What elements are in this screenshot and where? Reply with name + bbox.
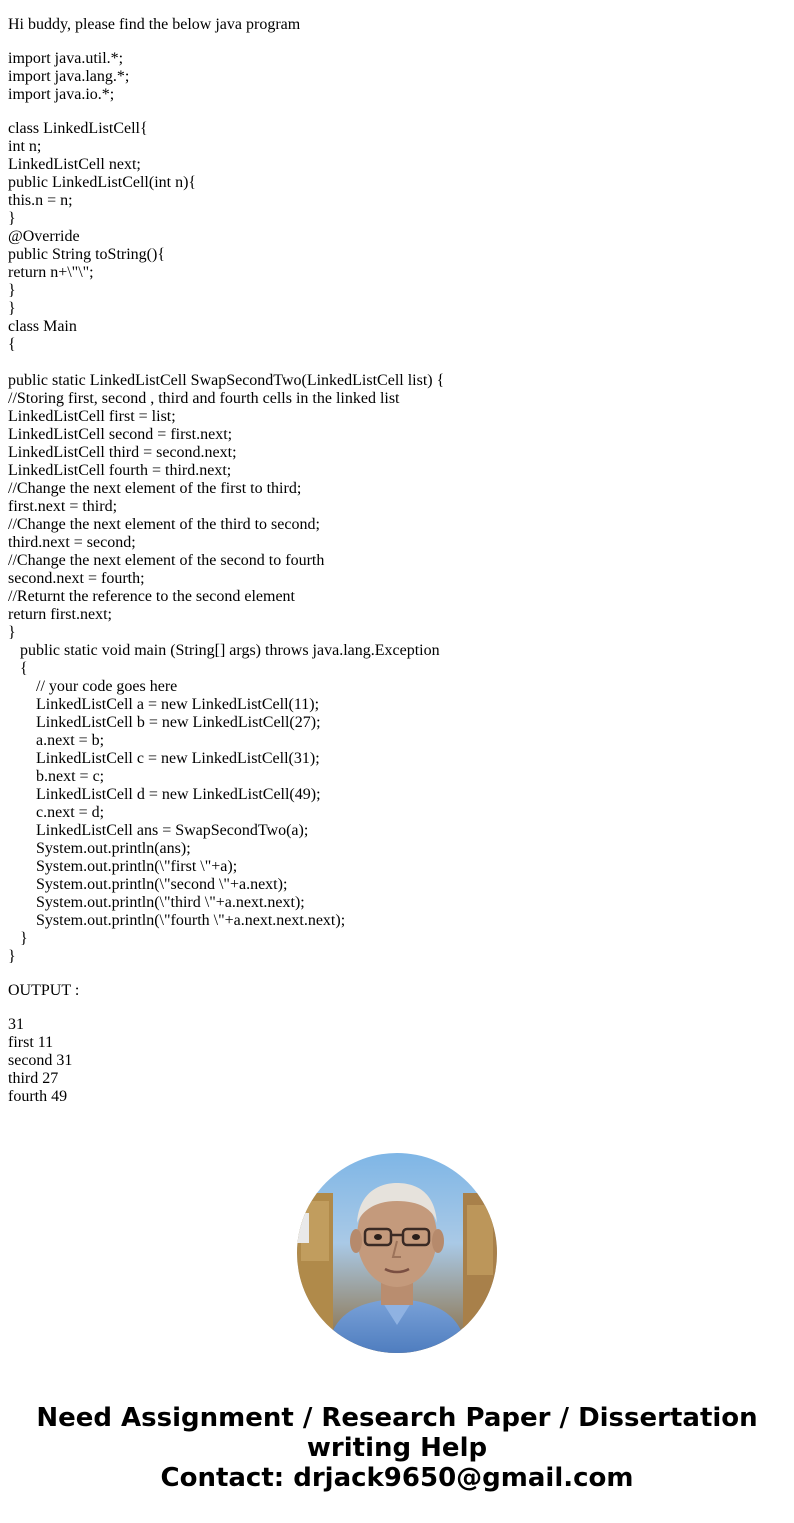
paragraph-gap (8, 34, 788, 50)
code-line: class LinkedListCell{ (8, 120, 148, 137)
author-avatar (297, 1153, 497, 1353)
output-block (8, 1016, 788, 1106)
code-line: } (8, 930, 28, 947)
output-line: third 27 (8, 1070, 59, 1087)
code-line: @Override (8, 228, 80, 245)
code-line: System.out.println(ans); (8, 840, 191, 857)
code-line: LinkedListCell b = new LinkedListCell(27); (8, 714, 321, 731)
code-line: LinkedListCell c = new LinkedListCell(31); (8, 750, 320, 767)
code-line: import java.lang.*; (8, 68, 130, 85)
code-line: return n+\"\"; (8, 264, 94, 281)
banner-line: Need Assignment / Research Paper / Dissertation (36, 1403, 758, 1433)
code-line: int n; (8, 138, 42, 155)
code-line: import java.util.*; (8, 50, 124, 67)
code-line: } (8, 282, 16, 299)
code-block (8, 120, 788, 966)
code-line: LinkedListCell ans = SwapSecondTwo(a); (8, 822, 309, 839)
code-line: return first.next; (8, 606, 112, 623)
banner-line: writing Help (306, 1433, 488, 1463)
code-line: LinkedListCell d = new LinkedListCell(49); (8, 786, 321, 803)
code-line: public LinkedListCell(int n){ (8, 174, 197, 191)
code-line: System.out.println(\"first \"+a); (8, 858, 238, 875)
code-line: LinkedListCell fourth = third.next; (8, 462, 232, 479)
output-heading: OUTPUT : (8, 982, 80, 999)
author-portrait-image (297, 1153, 497, 1353)
intro-text: Hi buddy, please find the below java program (8, 16, 301, 33)
code-line: { (8, 660, 28, 677)
code-line: third.next = second; (8, 534, 136, 551)
code-line: class Main (8, 318, 77, 335)
code-line: } (8, 624, 16, 641)
promo-banner (0, 1403, 794, 1493)
code-line: { (8, 336, 16, 353)
code-line: //Returnt the reference to the second element (8, 588, 295, 605)
code-line: System.out.println(\"third \"+a.next.next); (8, 894, 305, 911)
code-line: second.next = fourth; (8, 570, 145, 587)
paragraph-gap (8, 104, 788, 120)
code-line: // your code goes here (8, 678, 178, 695)
code-line: System.out.println(\"second \"+a.next); (8, 876, 288, 893)
code-line: public String toString(){ (8, 246, 166, 263)
code-line: LinkedListCell third = second.next; (8, 444, 237, 461)
code-line: LinkedListCell a = new LinkedListCell(11); (8, 696, 320, 713)
output-line: 31 (8, 1016, 24, 1033)
code-line: //Storing first, second , third and fourth cells in the linked list (8, 390, 400, 407)
code-line: //Change the next element of the third to second; (8, 516, 320, 533)
answer-content (8, 16, 788, 1106)
paragraph-gap (8, 966, 788, 982)
code-line: //Change the next element of the first to third; (8, 480, 302, 497)
code-line: System.out.println(\"fourth \"+a.next.next.next); (8, 912, 346, 929)
banner-contact: Contact: drjack9650@gmail.com (160, 1463, 634, 1493)
code-line: import java.io.*; (8, 86, 115, 103)
import-block (8, 50, 788, 104)
code-line: first.next = third; (8, 498, 118, 515)
code-line: b.next = c; (8, 768, 105, 785)
output-line: first 11 (8, 1034, 54, 1051)
code-line: //Change the next element of the second to fourth (8, 552, 325, 569)
code-line: c.next = d; (8, 804, 105, 821)
code-line: } (8, 948, 16, 965)
code-line: LinkedListCell next; (8, 156, 141, 173)
code-line: public static void main (String[] args) throws java.lang.Exception (8, 642, 440, 659)
output-line: second 31 (8, 1052, 73, 1069)
code-line: } (8, 210, 16, 227)
code-line: LinkedListCell first = list; (8, 408, 176, 425)
code-line: LinkedListCell second = first.next; (8, 426, 233, 443)
code-line (8, 354, 788, 372)
code-line: public static LinkedListCell SwapSecondTwo(LinkedListCell list) { (8, 372, 445, 389)
code-line: a.next = b; (8, 732, 105, 749)
code-line: this.n = n; (8, 192, 73, 209)
output-line: fourth 49 (8, 1088, 68, 1105)
code-line: } (8, 300, 16, 317)
paragraph-gap (8, 1000, 788, 1016)
